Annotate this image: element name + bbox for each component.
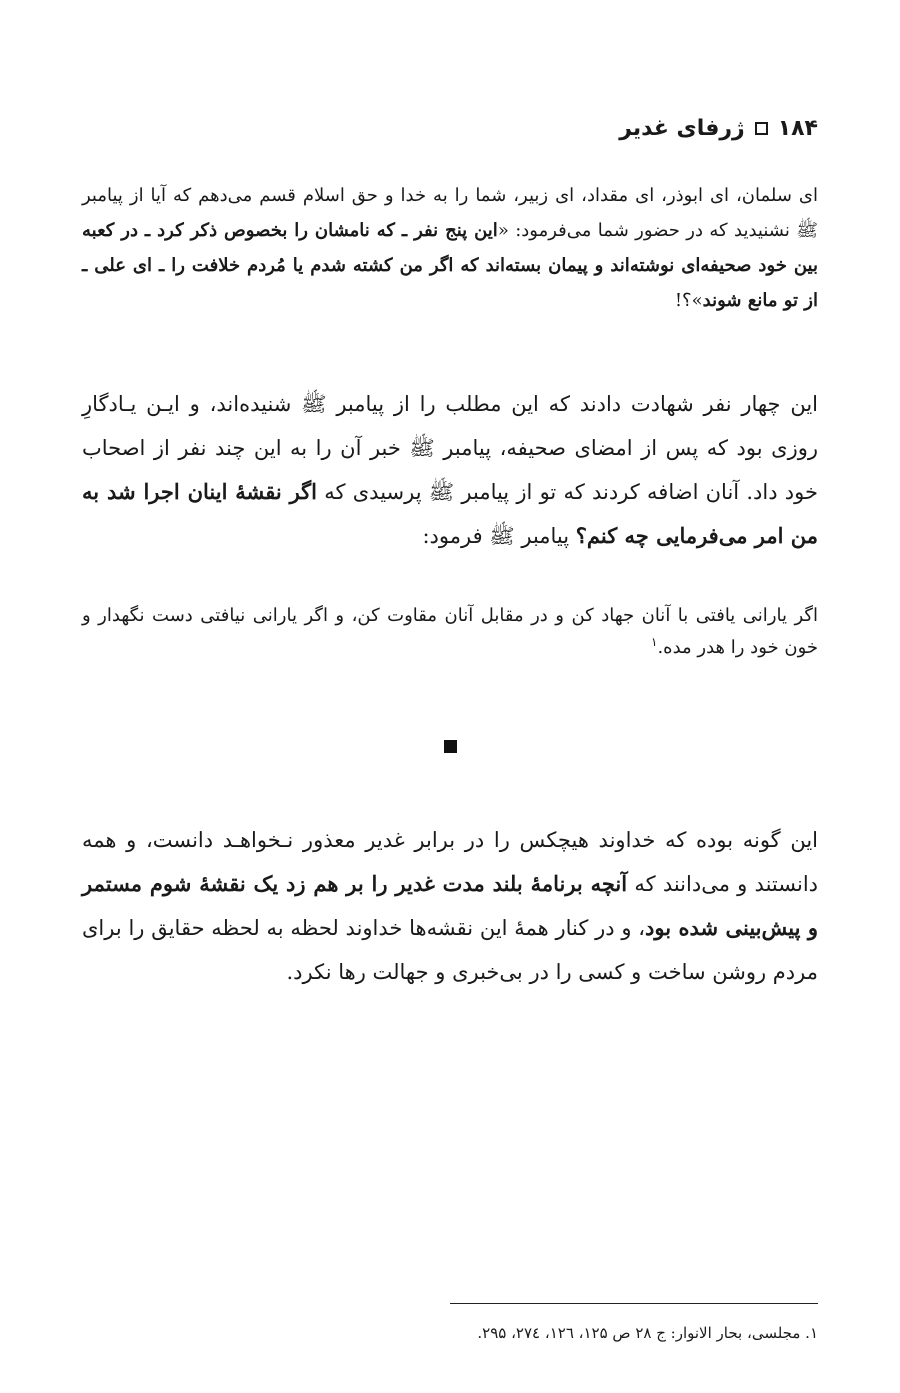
quote-block-1 bbox=[82, 178, 818, 318]
footnote: ۱. مجلسی، بحار الانوار: ج ۲۸ ص ۱۲۵، ۱۲٦، ۲۷٤، ۲۹۵. bbox=[477, 1324, 818, 1342]
paragraph-2 bbox=[82, 818, 818, 994]
quote1-bold: این پنج نفر ـ که نامشان را بخصوص ذکر کرد ـ در کعبه بین خود صحیفه‌ای نوشته‌اند و پیمان بسته‌اند که اگر من کشته شدم یا مُردم خلافت را ـ ای علی ـ از تو مانع شوند bbox=[82, 220, 818, 311]
section-divider-icon bbox=[444, 740, 457, 753]
quote-block-2 bbox=[82, 600, 818, 664]
quote1-end: »؟! bbox=[674, 290, 703, 311]
paragraph1-text2: پیامبر ﷺ فرمود: bbox=[422, 524, 576, 548]
quote2-text: اگر یارانی یافتی با آنان جهاد کن و در مقابل آنان مقاوت کن، و اگر یارانی نیافتی دست نگهدار و خون خود را هدر مده. bbox=[82, 605, 818, 658]
paragraph-1 bbox=[82, 382, 818, 558]
page-number: ۱۸۴ bbox=[777, 116, 818, 141]
paragraph2-text2: ، و در کنار همهٔ این نقشه‌ها خداوند لحظه به لحظه حقایق را برای مردم روشن ساخت و کسی را در بی‌خبری و جهالت رها نکرد. bbox=[82, 916, 818, 984]
paragraph2-text1: این گونه بوده که خداوند هیچکس را در برابر غدیر معذور نـخواهـد دانست، و همه دانستند و می‌دانند که bbox=[82, 828, 819, 896]
book-title: ژرفای غدیر bbox=[619, 116, 745, 141]
footnote-reference[interactable]: ۱ bbox=[651, 635, 658, 649]
paragraph1-text1: این چهار نفر شهادت دادند که این مطلب را از پیامبر ﷺ شنیده‌اند، و ایـن یـادگارِ روزی بود که پس از امضای صحیفه، پیامبر ﷺ خبر آن را به این چند نفر از اصحاب خود داد. آنان اضافه کردند که تو از پیامبر ﷺ پرسیدی که bbox=[82, 392, 818, 504]
square-separator-icon bbox=[755, 122, 768, 135]
footnote-rule bbox=[450, 1303, 818, 1304]
quote1-intro: ای سلمان، ای ابوذر، ای مقداد، ای زبیر، شما را به خدا و حق اسلام قسم می‌دهم که آیا از پیامبر ﷺ نشنیدید که در حضور شما می‌فرمود: « bbox=[82, 185, 818, 241]
page-header bbox=[619, 116, 818, 141]
paragraph1-bold: اگر نقشهٔ اینان اجرا شد به من امر می‌فرمایی چه کنم؟ bbox=[82, 479, 818, 548]
paragraph2-bold: آنچه برنامهٔ بلند مدت غدیر را بر هم زد یک نقشهٔ شوم مستمر و پیش‌بینی شده بود bbox=[82, 871, 819, 940]
